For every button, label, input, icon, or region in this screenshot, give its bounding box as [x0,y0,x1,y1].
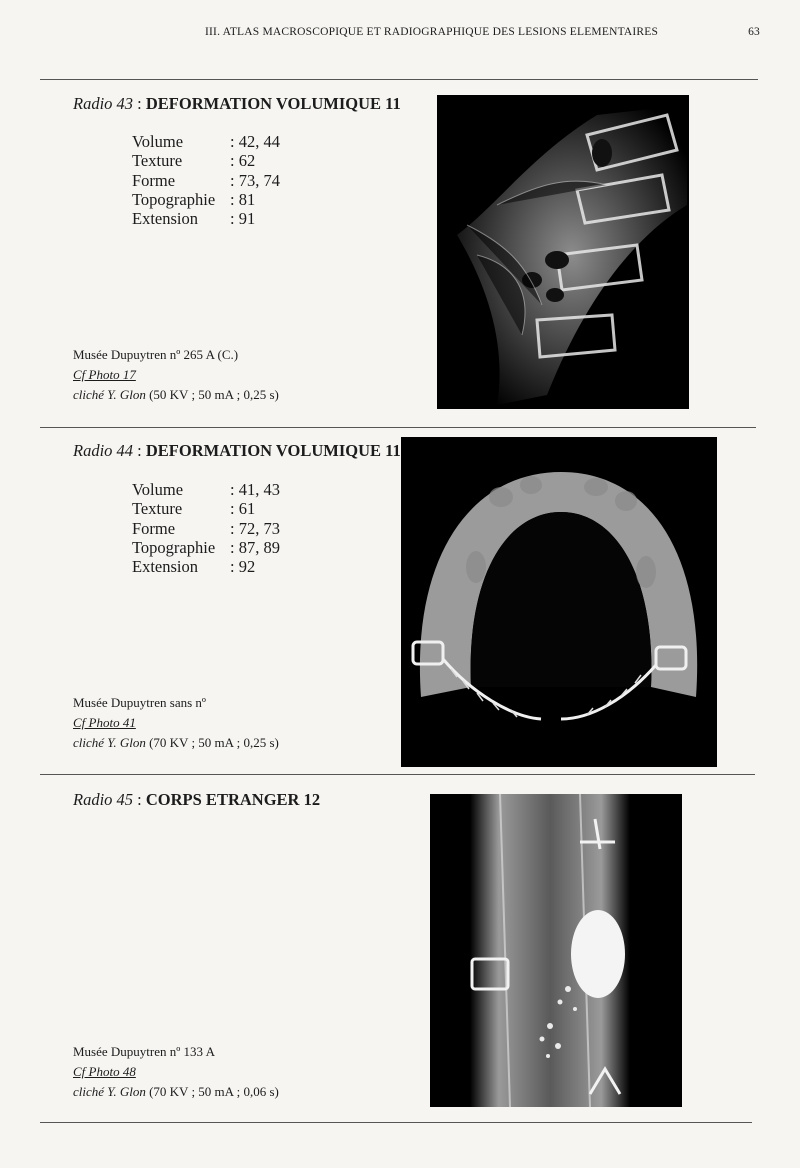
running-header [0,26,800,42]
criteria-row: Extension : 92 [132,557,256,577]
cliche-line: cliché Y. Glon (70 KV ; 50 mA ; 0,06 s) [73,1084,279,1099]
criteria-row: Topographie : 87, 89 [132,537,280,557]
caption [73,1042,279,1102]
cf-photo-link[interactable]: Cf Photo 48 [73,1064,136,1079]
header-rule [40,79,758,80]
criteria-row: Extension : 91 [132,209,256,229]
running-header-title: III. ATLAS MACROSCOPIQUE ET RADIOGRAPHIQUE DES LESIONS ELEMENTAIRES [205,26,659,38]
entry-title: Radio 44 : DEFORMATION VOLUMIQUE 11 [73,441,401,460]
spine-radiograph-image [437,95,689,409]
footer-rule [40,1122,752,1123]
criteria-list [132,480,280,576]
criteria-row: Topographie : 81 [132,189,256,209]
cliche-line: cliché Y. Glon (50 KV ; 50 mA ; 0,25 s) [73,387,279,402]
radio-number: Radio 45 [73,790,134,809]
museum-ref: Musée Dupuytren nº 133 A [73,1044,215,1059]
museum-ref: Musée Dupuytren sans nº [73,695,206,710]
entry-heading: DEFORMATION VOLUMIQUE 11 [145,441,401,460]
radio-number: Radio 43 [73,94,134,113]
radio-number: Radio 44 [73,441,134,460]
criteria-row: Texture : 61 [132,499,256,519]
caption [73,693,279,753]
criteria-list [132,132,280,228]
criteria-row: Forme : 72, 73 [132,518,280,538]
cf-photo-link[interactable]: Cf Photo 41 [73,715,136,730]
criteria-row: Forme : 73, 74 [132,170,280,190]
cliche-line: cliché Y. Glon (70 KV ; 50 mA ; 0,25 s) [73,735,279,750]
criteria-row: Volume : 42, 44 [132,132,280,151]
criteria-row: Volume : 41, 43 [132,480,280,499]
caption [73,345,279,405]
section-rule [40,427,756,428]
page-number: 63 [748,26,760,38]
criteria-row: Texture : 62 [132,151,256,171]
entry-heading: CORPS ETRANGER 12 [145,790,321,809]
section-rule [40,774,755,775]
long-bone-radiograph-image [430,794,682,1107]
mandible-radiograph-image [401,437,717,767]
entry-title: Radio 45 : CORPS ETRANGER 12 [73,790,321,809]
entry-title: Radio 43 : DEFORMATION VOLUMIQUE 11 [73,94,401,113]
cf-photo-link[interactable]: Cf Photo 17 [73,367,136,382]
entry-heading: DEFORMATION VOLUMIQUE 11 [145,94,401,113]
museum-ref: Musée Dupuytren nº 265 A (C.) [73,347,239,362]
